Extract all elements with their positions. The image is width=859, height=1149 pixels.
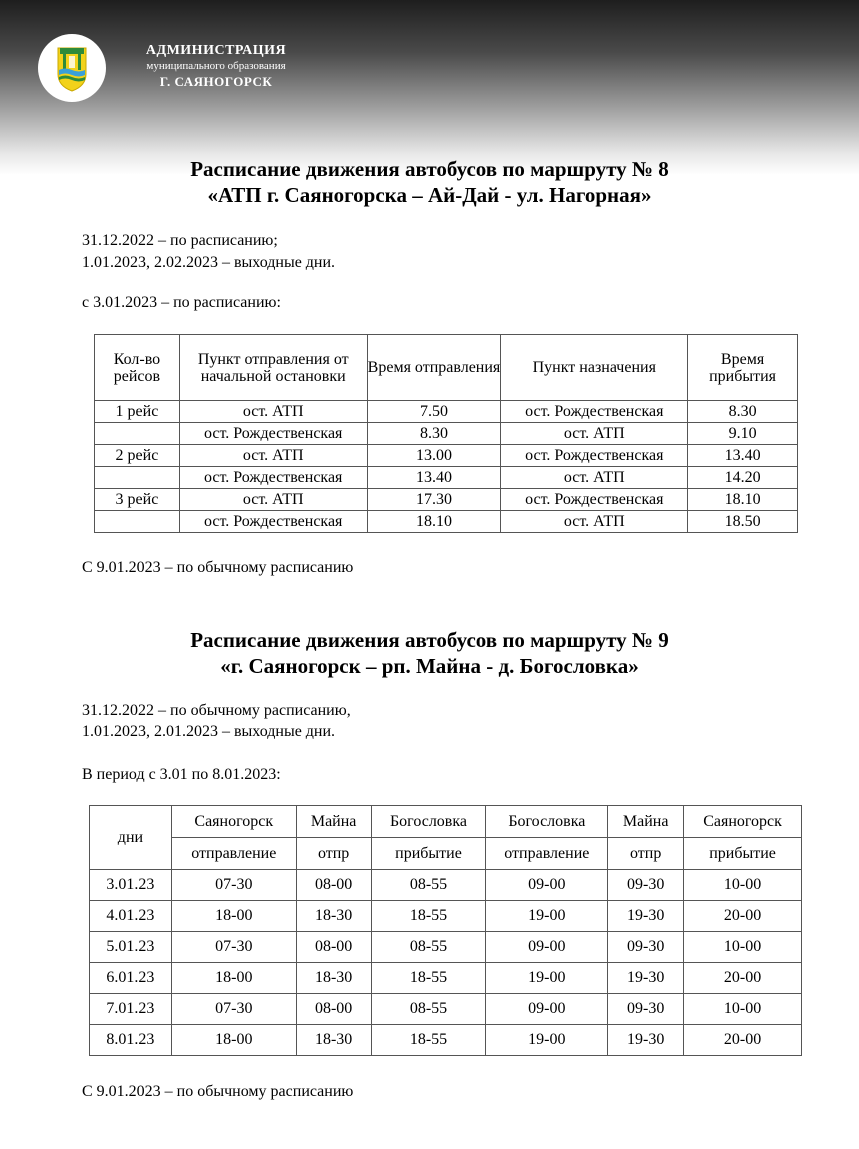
table-cell: 07-30 xyxy=(171,932,296,963)
table-cell: 09-00 xyxy=(486,994,608,1025)
route9-note-3: В период с 3.01 по 8.01.2023: xyxy=(82,766,281,783)
table-cell: 08-00 xyxy=(296,932,371,963)
table-cell: 6.01.23 xyxy=(90,963,172,994)
table-cell: 18.10 xyxy=(688,489,798,511)
table-cell: ост. Рождественская xyxy=(179,467,367,489)
table-cell: ост. АТП xyxy=(501,511,688,533)
table-cell: 09-00 xyxy=(486,870,608,901)
col-header-stop: Богословка xyxy=(486,806,608,838)
col-header-stop: Майна xyxy=(296,806,371,838)
table-cell: 9.10 xyxy=(688,423,798,445)
table-cell: 10-00 xyxy=(684,932,802,963)
table-cell: 19-30 xyxy=(608,901,684,932)
table-cell xyxy=(95,511,180,533)
table-cell: 09-30 xyxy=(608,870,684,901)
table-cell: 18-55 xyxy=(371,1025,486,1056)
route9-note-2: 1.01.2023, 2.01.2023 – выходные дни. xyxy=(82,723,336,740)
org-title: АДМИНИСТРАЦИЯ xyxy=(145,43,287,58)
route9-title-line2: «г. Саяногорск – рп. Майна - д. Богословка» xyxy=(220,654,639,678)
table-row xyxy=(95,511,798,533)
table-row xyxy=(90,870,802,901)
table-cell: 18-55 xyxy=(371,901,486,932)
col-header-stop: Саяногорск xyxy=(171,806,296,838)
route8-footer-note: С 9.01.2023 – по обычному расписанию xyxy=(82,559,354,576)
col-subheader: отпр xyxy=(608,838,684,870)
col-header-stop: Майна xyxy=(608,806,684,838)
route9-note-1: 31.12.2022 – по обычному расписанию, xyxy=(82,702,351,719)
table-cell: 7.50 xyxy=(367,401,501,423)
table-cell: 19-30 xyxy=(608,963,684,994)
table-header-row xyxy=(95,335,798,401)
table-cell: ост. АТП xyxy=(501,423,688,445)
route8-title-line1: Расписание движения автобусов по маршруту № 8 xyxy=(190,157,669,181)
table-cell: 8.01.23 xyxy=(90,1025,172,1056)
table-cell: 2 рейс xyxy=(95,445,180,467)
col-header-departure-time: Время отправления xyxy=(367,335,501,401)
table-cell: 18.50 xyxy=(688,511,798,533)
route8-note-2: 1.01.2023, 2.02.2023 – выходные дни. xyxy=(82,254,336,271)
city-coat-of-arms-icon xyxy=(38,34,106,102)
route8-note-3: с 3.01.2023 – по расписанию: xyxy=(82,294,281,311)
table-cell: ост. Рождественская xyxy=(501,401,688,423)
table-row xyxy=(90,901,802,932)
table-header-row xyxy=(90,806,802,838)
col-header-trips: Кол-во рейсов xyxy=(95,335,180,401)
table-row xyxy=(95,467,798,489)
table-cell: 18-30 xyxy=(296,963,371,994)
col-header-arrival-time: Время прибытия xyxy=(688,335,798,401)
table-cell: 13.00 xyxy=(367,445,501,467)
table-cell xyxy=(95,423,180,445)
table-cell: ост. АТП xyxy=(501,467,688,489)
col-subheader: отправление xyxy=(171,838,296,870)
table-cell: 18-00 xyxy=(171,1025,296,1056)
table-row xyxy=(90,1025,802,1056)
table-cell: 8.30 xyxy=(688,401,798,423)
table-cell: 08-00 xyxy=(296,870,371,901)
table-cell: 10-00 xyxy=(684,994,802,1025)
table-cell: ост. АТП xyxy=(179,401,367,423)
col-header-departure-point: Пункт отправления от начальной остановки xyxy=(179,335,367,401)
table-row xyxy=(95,423,798,445)
table-cell: 07-30 xyxy=(171,870,296,901)
table-row xyxy=(90,994,802,1025)
table-cell: 19-30 xyxy=(608,1025,684,1056)
table-cell: 20-00 xyxy=(684,963,802,994)
table-cell: 09-30 xyxy=(608,932,684,963)
route9-footer-note: С 9.01.2023 – по обычному расписанию xyxy=(82,1083,354,1100)
table-cell: 09-30 xyxy=(608,994,684,1025)
table-cell: 14.20 xyxy=(688,467,798,489)
col-subheader: прибытие xyxy=(684,838,802,870)
col-subheader: отправление xyxy=(486,838,608,870)
table-cell: 18.10 xyxy=(367,511,501,533)
route9-schedule-table xyxy=(89,805,802,1056)
table-row xyxy=(95,401,798,423)
route8-title-line2: «АТП г. Саяногорска – Ай-Дай - ул. Нагорная» xyxy=(207,183,652,207)
table-cell: 18-55 xyxy=(371,963,486,994)
col-header-destination: Пункт назначения xyxy=(501,335,688,401)
table-cell: 09-00 xyxy=(486,932,608,963)
table-cell: 5.01.23 xyxy=(90,932,172,963)
table-cell: 19-00 xyxy=(486,901,608,932)
table-cell: 4.01.23 xyxy=(90,901,172,932)
table-row xyxy=(90,932,802,963)
table-cell: ост. Рождественская xyxy=(179,511,367,533)
table-cell: 17.30 xyxy=(367,489,501,511)
col-header-stop: Саяногорск xyxy=(684,806,802,838)
table-cell: 3.01.23 xyxy=(90,870,172,901)
table-cell: 13.40 xyxy=(367,467,501,489)
route8-note-1: 31.12.2022 – по расписанию; xyxy=(82,232,278,249)
table-cell: 7.01.23 xyxy=(90,994,172,1025)
table-cell: 18-30 xyxy=(296,1025,371,1056)
table-row xyxy=(95,445,798,467)
table-cell: 19-00 xyxy=(486,963,608,994)
table-cell: ост. АТП xyxy=(179,445,367,467)
col-subheader: прибытие xyxy=(371,838,486,870)
table-cell: 10-00 xyxy=(684,870,802,901)
table-cell: 08-55 xyxy=(371,870,486,901)
col-header-days: дни xyxy=(90,806,172,870)
table-cell: 8.30 xyxy=(367,423,501,445)
route9-title-line1: Расписание движения автобусов по маршруту № 9 xyxy=(190,628,669,652)
table-cell: 20-00 xyxy=(684,901,802,932)
col-subheader: отпр xyxy=(296,838,371,870)
table-cell: 18-00 xyxy=(171,901,296,932)
table-cell: 1 рейс xyxy=(95,401,180,423)
table-cell: 07-30 xyxy=(171,994,296,1025)
table-row xyxy=(95,489,798,511)
table-cell: 20-00 xyxy=(684,1025,802,1056)
table-cell: 08-00 xyxy=(296,994,371,1025)
organization-name xyxy=(116,42,316,91)
table-cell: ост. АТП xyxy=(179,489,367,511)
table-cell: 18-30 xyxy=(296,901,371,932)
col-header-stop: Богословка xyxy=(371,806,486,838)
org-subtitle: муниципального образования xyxy=(146,60,286,72)
table-subheader-row xyxy=(90,838,802,870)
table-cell: 13.40 xyxy=(688,445,798,467)
table-cell: ост. Рождественская xyxy=(501,489,688,511)
table-cell: 19-00 xyxy=(486,1025,608,1056)
table-cell: 18-00 xyxy=(171,963,296,994)
route8-schedule-table xyxy=(94,334,798,533)
table-cell: ост. Рождественская xyxy=(179,423,367,445)
table-cell: ост. Рождественская xyxy=(501,445,688,467)
org-city: Г. САЯНОГОРСК xyxy=(159,74,273,89)
table-row xyxy=(90,963,802,994)
table-cell: 3 рейс xyxy=(95,489,180,511)
table-cell xyxy=(95,467,180,489)
table-cell: 08-55 xyxy=(371,994,486,1025)
logo xyxy=(38,34,106,102)
table-cell: 08-55 xyxy=(371,932,486,963)
